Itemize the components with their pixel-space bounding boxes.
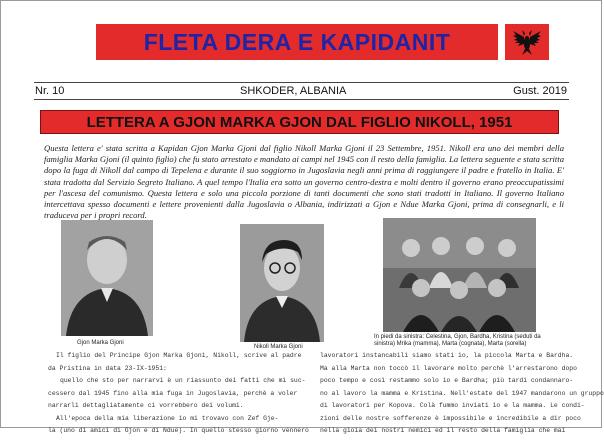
issue-info-bar <box>34 82 569 100</box>
letter-line: cessero dal 1945 fino alla mia fuga in Jugoslavia, perchè a voler <box>48 389 298 397</box>
letter-line: All'epoca della mia liberazione io mi trovavo con Zef Gje- <box>56 414 279 422</box>
letter-line: quello che sto per narrarvi è un riassunto dei fatti che mi suc- <box>60 377 306 384</box>
photo-caption-nikoll: Nikoll Marka Gjoni <box>254 344 303 350</box>
letter-line: poco tempo e così restammo solo io e Bardha; più tardi condannaro- <box>320 377 574 384</box>
issue-date: Gust. 2019 <box>513 85 567 97</box>
letter-line: lavoratori instancabili siamo stati io, la piccola Marta e Bardha. <box>320 352 574 359</box>
letter-excerpt <box>48 352 604 434</box>
letter-line: no al lavoro la mamma e Kristina. Nell'estate del 1947 mandarono un gruppo <box>320 389 604 397</box>
letter-line: da Pristina in data 23-IX-1951: <box>48 364 167 372</box>
letter-line: Il figlio del Principe Gjon Marka Gjoni, Nikoll, scrive al padre <box>56 352 302 359</box>
portrait-photo-gjon <box>61 220 153 336</box>
family-group-photo <box>383 218 536 332</box>
article-headline-banner <box>40 110 559 134</box>
letter-line: la (uno di amici di Gjon e di Ndue). In quello stesso giorno vennero <box>48 427 309 434</box>
intro-paragraph: Questa lettera e' stata scritta a Kapidan Gjon Marka Gjoni dal figlio Nikoll Marka Gjoni il 23 Settembre, 1951. Nikoll era uno dei membri della famiglia Marka Gjoni (il quinto figlio) che fu stato arrestato e mandato ai campi nel 1945 con il resto della famiglia. La lettera seguente e stata scritta dopo la fuga di Nikoll dal campo di Tepelena e durante il suo soggiorno in Jugoslavia negli anni prima di raggiungere il padre e fratello in Italia. E' stata tradotta dal Servizio Segreto Italiano. A quel tempo l'Italia era sotto un governo centro-destra e molti dentro il governo erano preoccupatissimi per l'ascesa del comunismo. Questa lettera e solo una piccola porzione di tanti documenti che sono stati tradotti in Italiano. Il governo Italiano intercettava spesso documenti e lettere provenienti dalla Jugoslavia o Albania, indirizzati a Gjon e Ndue Marka Gjoni, prima di consegnarli, e li traduceva per i propri record. <box>44 143 564 221</box>
letter-right-column <box>320 352 604 440</box>
photo-caption-gjon: Gjon Marka Gjoni <box>77 340 124 346</box>
letter-line: Ma alla Marta non toccò il lavorare molto perchè l'arrestarono dopo <box>320 364 577 372</box>
photo-caption-family: In piedi da sinistra: Celestina, Gjon, Bardha, Kristina (seduti da sinistra) Mrika (mamma), Marta (cognata), Marta (sorella) <box>374 334 541 347</box>
letter-line: narrarli dettagliatamente ci vorrebbero dei volumi. <box>48 402 244 409</box>
portrait-photo-nikoll <box>240 224 324 342</box>
issue-number: Nr. 10 <box>35 85 65 97</box>
masthead-banner <box>96 24 498 60</box>
newspaper-title: FLETA DERA E KAPIDANIT <box>143 29 451 55</box>
publication-place: SHKODER, ALBANIA <box>240 85 347 97</box>
letter-left-column <box>48 352 309 440</box>
letter-line: nella gioia dei nostri nemici ed il resto della famiglia che mai <box>320 427 566 434</box>
albanian-eagle-flag-icon <box>505 24 549 60</box>
letter-line: zioni delle nostre sofferenze è impossibile e incredibile a dir poco <box>320 414 581 422</box>
article-headline: LETTERA A GJON MARKA GJON DAL FIGLIO NIKOLL, 1951 <box>86 114 513 131</box>
letter-line: di lavoratori per Kopova. Colà fummo inviati io e la mamma. Le condi- <box>320 402 585 409</box>
